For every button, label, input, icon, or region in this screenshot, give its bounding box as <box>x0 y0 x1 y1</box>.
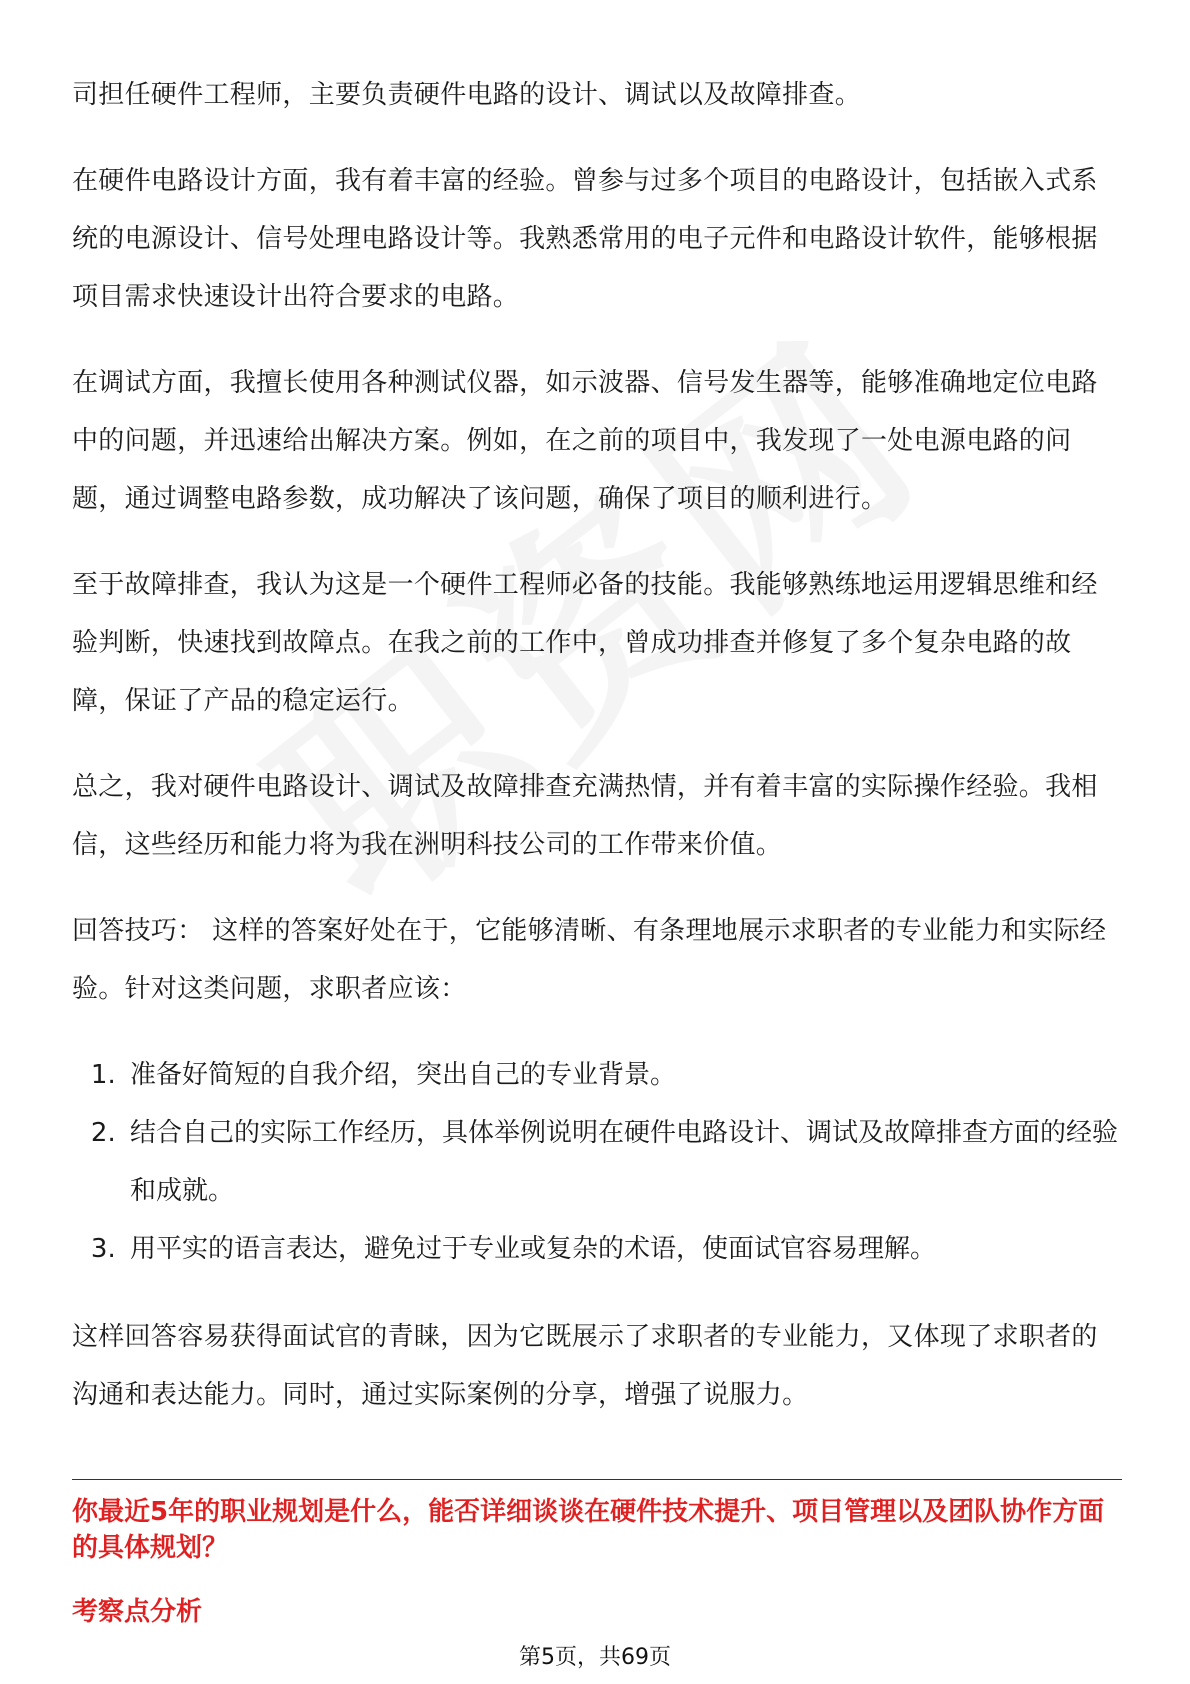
section-divider <box>72 1479 1122 1480</box>
analysis-heading: 考察点分析 <box>72 1597 203 1627</box>
paragraph-answer-tips: 回答技巧： 这样的答案好处在于，它能够清晰、有条理地展示求职者的专业能力和实际经验。针对这类问题，求职者应该： <box>72 916 1107 1004</box>
paragraph-intro-end: 司担任硬件工程师，主要负责硬件电路的设计、调试以及故障排查。 <box>72 80 862 110</box>
paragraph-troubleshooting: 至于故障排查，我认为这是一个硬件工程师必备的技能。我能够熟练地运用逻辑思维和经验判断，快速找到故障点。在我之前的工作中，曾成功排查并修复了多个复杂电路的故障，保证了产品的稳定运行。 <box>72 570 1098 716</box>
list-item: 2. 结合自己的实际工作经历，具体举例说明在硬件电路设计、调试及故障排查方面的经验和成就。 <box>124 1104 1122 1220</box>
paragraph-summary: 总之，我对硬件电路设计、调试及故障排查充满热情，并有着丰富的实际操作经验。我相信，这些经历和能力将为我在洲明科技公司的工作带来价值。 <box>72 772 1098 860</box>
page-footer: 第5页，共69页 <box>519 1645 671 1670</box>
page-content <box>72 66 1122 1452</box>
next-question-heading: 你最近5年的职业规划是什么，能否详细谈谈在硬件技术提升、项目管理以及团队协作方面的具体规划？ <box>72 1497 1105 1563</box>
tips-list <box>72 1046 1122 1278</box>
paragraph-debugging: 在调试方面，我擅长使用各种测试仪器，如示波器、信号发生器等，能够准确地定位电路中的问题，并迅速给出解决方案。例如，在之前的项目中，我发现了一处电源电路的问题，通过调整电路参数，成功解决了该问题，确保了项目的顺利进行。 <box>72 368 1098 514</box>
paragraph-closing: 这样回答容易获得面试官的青睐，因为它既展示了求职者的专业能力，又体现了求职者的沟通和表达能力。同时，通过实际案例的分享，增强了说服力。 <box>72 1322 1098 1410</box>
list-item: 1. 准备好简短的自我介绍，突出自己的专业背景。 <box>124 1046 1122 1104</box>
list-item: 3. 用平实的语言表达，避免过于专业或复杂的术语，使面试官容易理解。 <box>124 1220 1122 1278</box>
paragraph-design: 在硬件电路设计方面，我有着丰富的经验。曾参与过多个项目的电路设计，包括嵌入式系统的电源设计、信号处理电路设计等。我熟悉常用的电子元件和电路设计软件，能够根据项目需求快速设计出符合要求的电路。 <box>72 166 1098 312</box>
